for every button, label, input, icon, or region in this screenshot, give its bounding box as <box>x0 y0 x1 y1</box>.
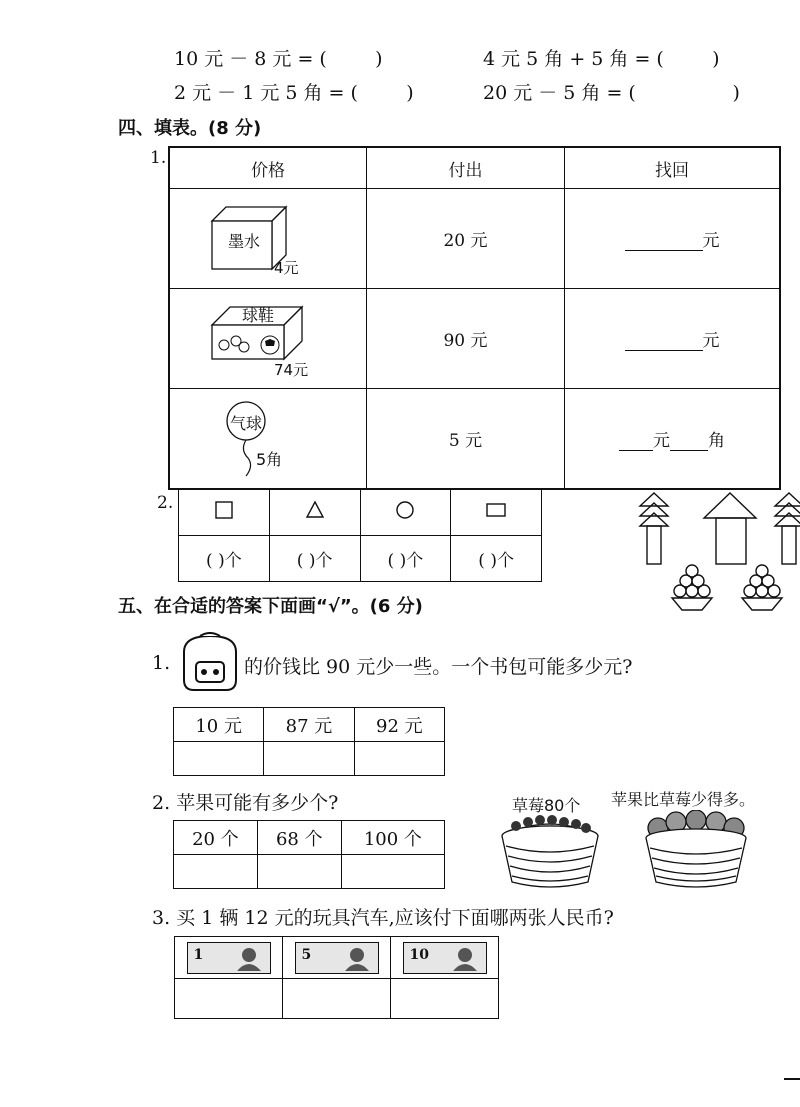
strawberry-basket-icon <box>496 812 604 892</box>
unit-label: 角 <box>708 431 725 451</box>
check-cell[interactable] <box>264 742 354 776</box>
column-header: 找回 <box>565 147 781 189</box>
answer-blank[interactable] <box>625 330 703 351</box>
option-cell: 20 个 <box>174 821 258 855</box>
paid-cell: 20 元 <box>367 189 565 289</box>
question-text: 2. 苹果可能有多少个? <box>152 792 339 814</box>
unit-label: 元 <box>702 331 720 351</box>
check-cell[interactable] <box>174 855 258 889</box>
answer-blank[interactable] <box>670 430 708 451</box>
count-cell[interactable]: ( )个 <box>179 536 270 582</box>
check-cell[interactable] <box>391 979 499 1019</box>
option-cell: 100 个 <box>341 821 444 855</box>
rectangle-icon <box>483 499 509 521</box>
count-cell[interactable]: ( )个 <box>269 536 360 582</box>
equation-2: 4 元 5 角 + 5 角 = ( ) <box>483 48 720 70</box>
question-text: 3. 买 1 辆 12 元的玩具汽车,应该付下面哪两张人民币? <box>152 907 614 929</box>
apple-basket-icon <box>640 810 752 890</box>
price-table <box>168 146 781 490</box>
question-number: 1. <box>152 652 171 674</box>
item-name: 球鞋 <box>242 305 275 325</box>
equation-4: 20 元 － 5 角 = ( ) <box>483 82 740 104</box>
check-cell[interactable] <box>283 979 391 1019</box>
portrait-icon <box>342 945 372 971</box>
strawberry-label: 草莓80个 <box>512 796 581 815</box>
item-name: 气球 <box>230 413 263 433</box>
banknote-10-yuan <box>403 942 487 974</box>
change-cell <box>565 289 781 389</box>
check-cell[interactable] <box>175 979 283 1019</box>
check-cell[interactable] <box>341 855 444 889</box>
page-edge-mark <box>784 1078 800 1080</box>
banknote-5-yuan <box>295 942 379 974</box>
shape-figures <box>632 490 800 615</box>
column-header: 价格 <box>169 147 367 189</box>
check-cell[interactable] <box>257 855 341 889</box>
apple-label: 苹果比草莓少得多。 <box>611 790 756 809</box>
item-price: 74元 <box>274 360 309 379</box>
answer-table-1 <box>173 707 445 776</box>
check-cell[interactable] <box>354 742 444 776</box>
option-cell: 68 个 <box>257 821 341 855</box>
banknote-cell <box>391 937 499 979</box>
paid-cell: 90 元 <box>367 289 565 389</box>
paid-cell: 5 元 <box>367 389 565 490</box>
ink-price-cell <box>169 189 367 289</box>
section-4-heading: 四、填表。(8 分) <box>118 118 262 139</box>
table-row <box>169 189 780 289</box>
banknote-cell <box>175 937 283 979</box>
portrait-icon <box>234 945 264 971</box>
table-row <box>169 289 780 389</box>
unit-label: 元 <box>653 431 670 451</box>
item-name: 墨水 <box>228 231 261 251</box>
portrait-icon <box>450 945 480 971</box>
option-cell: 87 元 <box>264 708 354 742</box>
section-5-heading: 五、在合适的答案下面画“√”。(6 分) <box>118 596 423 617</box>
count-cell[interactable]: ( )个 <box>451 536 542 582</box>
change-cell <box>565 189 781 289</box>
circle-icon <box>394 499 416 521</box>
shoes-price-cell <box>169 289 367 389</box>
banknote-table <box>174 936 499 1019</box>
balloon-price-cell <box>169 389 367 490</box>
column-header: 付出 <box>367 147 565 189</box>
equation-1: 10 元 － 8 元 = ( ) <box>174 48 383 70</box>
change-cell <box>565 389 781 490</box>
shape-count-table <box>178 489 542 582</box>
question-number: 2. <box>157 493 174 513</box>
answer-blank[interactable] <box>619 430 653 451</box>
table-row <box>169 389 780 490</box>
triangle-cell <box>269 490 360 536</box>
square-cell <box>179 490 270 536</box>
circle-cell <box>360 490 451 536</box>
check-cell[interactable] <box>174 742 264 776</box>
answer-blank[interactable] <box>625 230 703 251</box>
answer-table-2 <box>173 820 445 889</box>
backpack-icon <box>176 632 240 692</box>
triangle-icon <box>304 499 326 521</box>
square-icon <box>213 499 235 521</box>
unit-label: 元 <box>702 231 720 251</box>
question-text: 的价钱比 90 元少一些。一个书包可能多少元? <box>244 656 633 678</box>
rectangle-cell <box>451 490 542 536</box>
option-cell: 92 元 <box>354 708 444 742</box>
question-number: 1. <box>150 148 167 168</box>
banknote-value: 10 <box>409 946 429 963</box>
banknote-cell <box>283 937 391 979</box>
banknote-1-yuan <box>187 942 271 974</box>
option-cell: 10 元 <box>174 708 264 742</box>
equation-3: 2 元 － 1 元 5 角 = ( ) <box>174 82 414 104</box>
item-price: 5角 <box>256 449 283 469</box>
count-cell[interactable]: ( )个 <box>360 536 451 582</box>
item-price: 4元 <box>274 258 299 277</box>
banknote-value: 1 <box>193 946 204 963</box>
banknote-value: 5 <box>301 946 312 963</box>
